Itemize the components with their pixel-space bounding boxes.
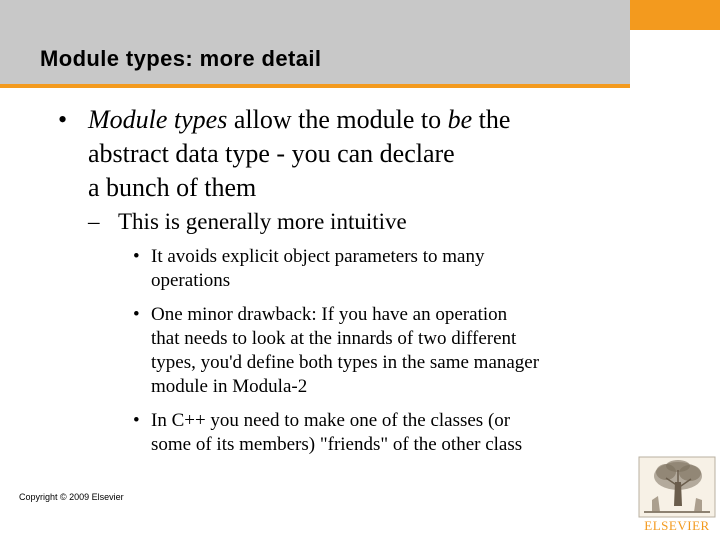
emphasis-text: Module types (88, 105, 228, 134)
bullet-marker: • (58, 105, 68, 134)
bullet-line: types, you'd define both types in the same manager (151, 352, 540, 373)
tree-icon (638, 456, 716, 518)
bullet-line: module in Modula-2 (151, 376, 308, 397)
bullet-marker: • (133, 304, 140, 325)
emphasis-text: be (447, 105, 473, 134)
bullet-line: some of its members) "friends" of the other class (151, 434, 523, 455)
bullet-line: that needs to look at the innards of two different (151, 328, 517, 349)
copyright-text: Copyright © 2009 Elsevier (19, 492, 124, 502)
elsevier-logo (638, 456, 716, 536)
bullet-marker: • (133, 246, 140, 267)
bullet-line: One minor drawback: If you have an operation (151, 304, 508, 325)
bullet-line: It avoids explicit object parameters to many (151, 246, 485, 267)
dash-marker: – (88, 209, 100, 234)
bullet-marker: • (133, 410, 140, 431)
logo-wordmark: ELSEVIER (644, 518, 710, 533)
bullet-text: This is generally more intuitive (118, 209, 407, 234)
slide-title: Module types: more detail (40, 46, 322, 71)
bullet-line (88, 103, 618, 137)
bullet-line: abstract data type - you can declare (88, 139, 455, 168)
bullet-line: operations (151, 270, 231, 291)
bullet-text: allow the module to (227, 105, 448, 134)
bullet-line: a bunch of them (88, 173, 257, 202)
bullet-text: the (472, 105, 511, 134)
bullet-line: In C++ you need to make one of the classes (or (151, 410, 511, 431)
